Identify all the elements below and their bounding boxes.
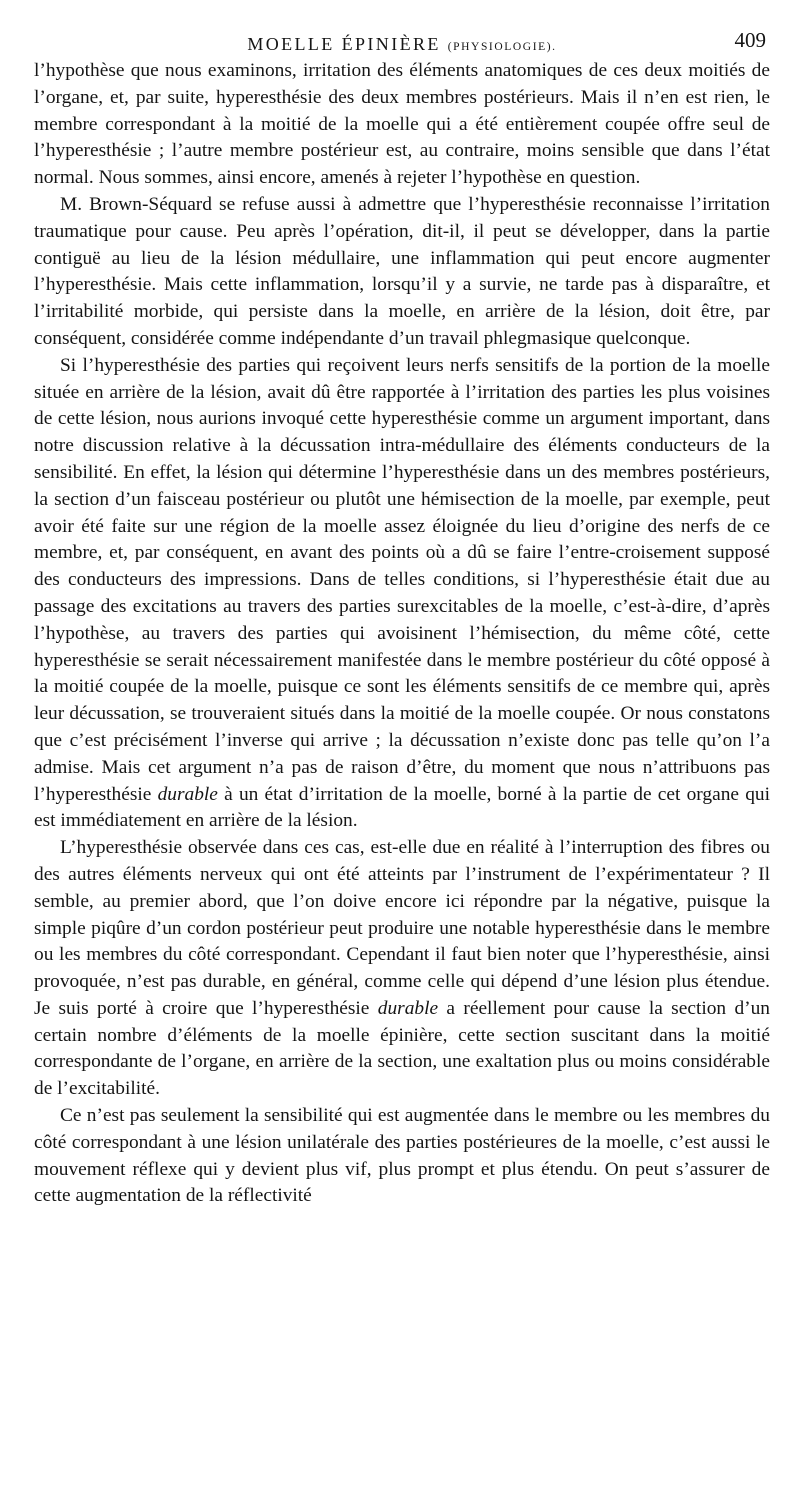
text-run: a réellement pour cause la section d’un certain nombre d’éléments de la moelle épinière, cette section suscitant dans la moitié correspondante de l’organe, en arrière de la section, une exaltation plus ou moins considérable de l’excitabilité.: [34, 997, 770, 1100]
book-page: [34, 28, 770, 1210]
paragraph: [34, 58, 770, 192]
paragraph: [34, 835, 770, 1103]
paragraph: [34, 353, 770, 835]
text-run: M. Brown-Séquard se refuse aussi à admettre que l’hyperesthésie reconnaisse l’irritation traumatique pour cause. Peu après l’opération, dit-il, il peut se développer, dans la partie contiguë au lieu de la lésion médullaire, une inflammation qui peut encore augmenter l’hyperesthésie. Mais cette inflammation, lorsqu’il y a survie, ne tarde pas à disparaître, et l’irritabilité morbide, qui persiste dans la moelle, en arrière de la lésion, doit être, par conséquent, considérée comme indépendante d’un travail phlegmasique quelconque.: [34, 193, 770, 349]
text-run: l’hypothèse que nous examinons, irritation des éléments anatomiques de ces deux moitiés de l’organe, et, par suite, hyperesthésie des deux membres postérieurs. Mais il n’en est rien, le membre correspondant à la moitié de la moelle qui a été entièrement coupée offre seul de l’hyperesthésie ; l’autre membre postérieur est, au contraire, moins sensible que dans l’état normal. Nous sommes, ainsi encore, amenés à rejeter l’hypothèse en question.: [34, 60, 770, 189]
running-title: [34, 34, 770, 55]
page-header: [34, 28, 770, 58]
text-run: Ce n’est pas seulement la sensibilité qui est augmentée dans le membre ou les membres du côté correspondant à une lésion unilatérale des parties postérieures de la moelle, c’est aussi le mouvement réflexe qui y devient plus vif, plus prompt et plus étendu. On peut s’assurer de cette augmentation de la réflectivité: [34, 1105, 770, 1207]
running-title-text: MOELLE ÉPINIÈRE: [247, 34, 441, 54]
emphasized-text: durable: [157, 783, 218, 805]
running-subtitle: (PHYSIOLOGIE).: [447, 41, 557, 53]
page-number: 409: [734, 28, 766, 52]
text-run: L’hyperesthésie observée dans ces cas, est-elle due en réalité à l’interruption des fibres ou des autres éléments nerveux qui ont été atteints par l’instrument de l’expérimentateur ? Il semble, au premier abord, que l’on doive encore ici répondre par la négative, puisque la simple piqûre d’un cordon postérieur peut produire une notable hyperesthésie dans le membre ou les membres du côté correspondant. Cependant il faut bien noter que l’hyperesthésie, ainsi provoquée, n’est pas durable, en général, comme celle qui dépend d’une lésion plus étendue. Je suis porté à croire que l’hyperesthésie: [34, 837, 770, 1019]
emphasized-text: durable: [377, 997, 439, 1019]
paragraph: [34, 192, 770, 353]
body-text: [34, 58, 770, 1210]
text-run: Si l’hyperesthésie des parties qui reçoivent leurs nerfs sensitifs de la portion de la moelle située en arrière de la lésion, avait dû être rapportée à l’irritation des parties les plus voisines de cette lésion, nous aurions invoqué cette hyperesthésie comme un argument important, dans notre discussion relative à la décussation intra-médullaire des éléments conducteurs de la sensibilité. En effet, la lésion qui détermine l’hyperesthésie dans un des membres postérieurs, la section d’un faisceau postérieur ou plutôt une hémisection de la moelle, par exemple, peut avoir été faite sur une région de la moelle assez éloignée du lieu d’origine des nerfs de ce membre, et, par conséquent, en avant des points où a dû se faire l’entre-croisement supposé des conducteurs des impressions. Dans de telles conditions, si l’hyperesthésie était due au passage des excitations au travers des parties surexcitables de la moelle, c’est-à-dire, d’après l’hypothèse, au travers des parties qui avoisinent l’hémisection, du même côté, cette hyperesthésie se serait nécessairement manifestée dans le membre postérieur du côté opposé à la moitié coupée de la moelle, puisque ce sont les éléments sensitifs de ce membre qui, après leur décussation, se trouveraient situés dans la moitié de la moelle coupée. Or nous constatons que c’est précisément l’inverse qui arrive ; la décussation n’existe donc pas telle qu’on l’a admise. Mais cet argument n’a pas de raison d’être, du moment que nous n’attribuons pas l’hyperesthésie: [34, 354, 770, 805]
paragraph: [34, 1103, 770, 1210]
text-run: à un état d’irritation de la moelle, borné à la partie de cet organe qui est immédiatement en arrière de la lésion.: [34, 783, 770, 832]
